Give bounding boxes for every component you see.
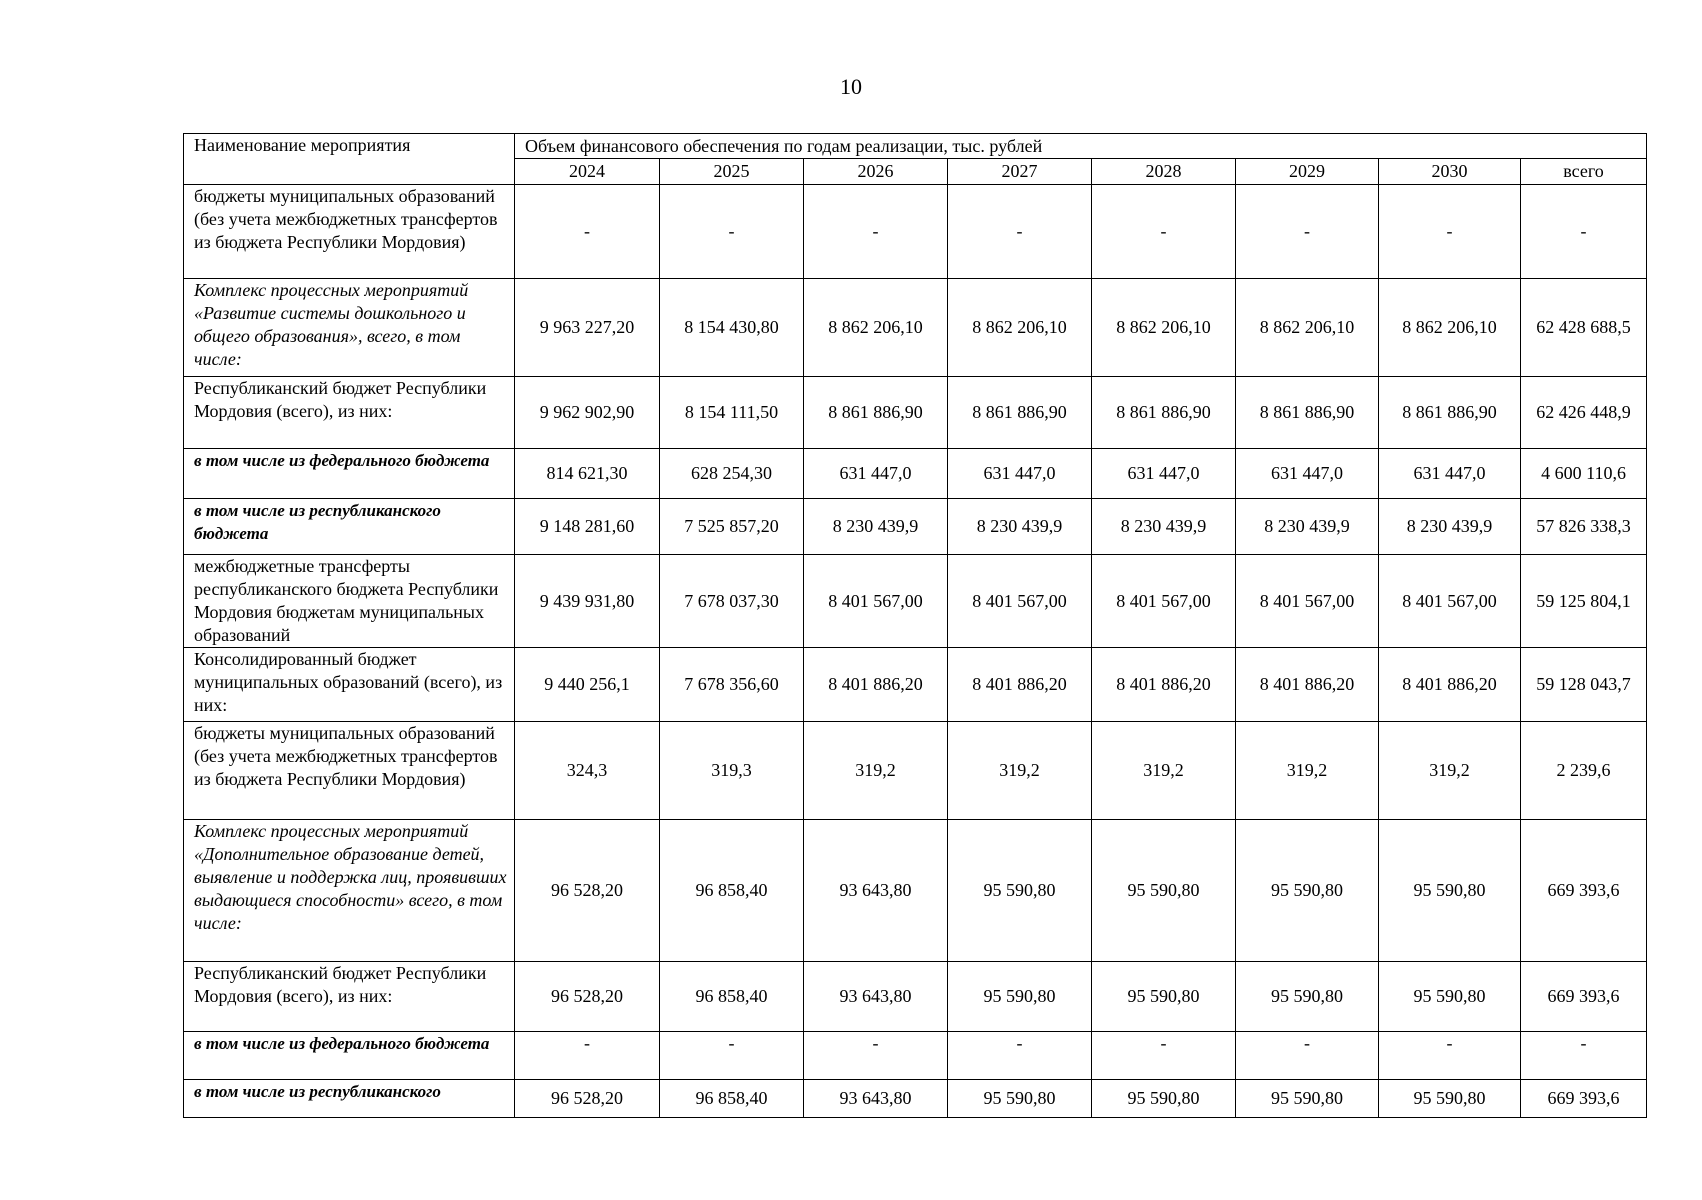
row-value-2026: 93 643,80: [804, 820, 948, 962]
row-name: в том числе из республиканского бюджета: [184, 499, 515, 555]
header-year-2029: 2029: [1236, 159, 1379, 185]
row-value-2030: 95 590,80: [1379, 962, 1521, 1032]
row-value-2029: 95 590,80: [1236, 962, 1379, 1032]
row-value-total: 59 125 804,1: [1521, 555, 1647, 648]
row-value-2028: -: [1092, 1032, 1236, 1080]
row-value-2029: 95 590,80: [1236, 820, 1379, 962]
table-row: [184, 377, 1647, 449]
row-name: в том числе из республиканского: [184, 1080, 515, 1118]
row-value-2030: 8 401 567,00: [1379, 555, 1521, 648]
row-value-2029: 95 590,80: [1236, 1080, 1379, 1118]
row-value-2027: 8 401 567,00: [948, 555, 1092, 648]
row-value-2030: -: [1379, 185, 1521, 279]
row-value-2025: -: [660, 1032, 804, 1080]
row-value-2025: 319,3: [660, 722, 804, 820]
table-row: [184, 722, 1647, 820]
row-value-2027: 631 447,0: [948, 449, 1092, 499]
row-value-2029: 631 447,0: [1236, 449, 1379, 499]
row-value-2027: 95 590,80: [948, 962, 1092, 1032]
row-value-2028: 95 590,80: [1092, 820, 1236, 962]
row-name: Комплекс процессных мероприятий «Развитие системы дошкольного и общего образования», всего, в том числе:: [184, 279, 515, 377]
row-value-total: 57 826 338,3: [1521, 499, 1647, 555]
row-name: в том числе из федерального бюджета: [184, 1032, 515, 1080]
row-value-2027: 8 401 886,20: [948, 648, 1092, 722]
row-value-2030: 319,2: [1379, 722, 1521, 820]
row-value-2025: 8 154 430,80: [660, 279, 804, 377]
row-value-2025: 7 525 857,20: [660, 499, 804, 555]
row-value-2026: 631 447,0: [804, 449, 948, 499]
row-value-2028: 8 862 206,10: [1092, 279, 1236, 377]
row-value-2028: 631 447,0: [1092, 449, 1236, 499]
row-value-2028: 95 590,80: [1092, 962, 1236, 1032]
table-body: [184, 185, 1647, 1118]
row-value-2027: 95 590,80: [948, 820, 1092, 962]
row-value-2025: 7 678 037,30: [660, 555, 804, 648]
row-value-2024: 9 439 931,80: [515, 555, 660, 648]
header-name-column: Наименование мероприятия: [184, 134, 515, 185]
row-value-2025: 7 678 356,60: [660, 648, 804, 722]
header-year-2025: 2025: [660, 159, 804, 185]
row-value-2024: -: [515, 185, 660, 279]
row-value-2029: -: [1236, 1032, 1379, 1080]
row-value-total: 669 393,6: [1521, 1080, 1647, 1118]
row-name: Консолидированный бюджет муниципальных образований (всего), из них:: [184, 648, 515, 722]
row-name: Республиканский бюджет Республики Мордовия (всего), из них:: [184, 962, 515, 1032]
row-value-2027: 8 862 206,10: [948, 279, 1092, 377]
row-value-2027: 319,2: [948, 722, 1092, 820]
table-row: [184, 499, 1647, 555]
row-value-2028: 8 401 567,00: [1092, 555, 1236, 648]
row-value-2025: -: [660, 185, 804, 279]
row-value-2026: 8 401 886,20: [804, 648, 948, 722]
table-row: [184, 820, 1647, 962]
row-value-2025: 628 254,30: [660, 449, 804, 499]
row-value-2026: -: [804, 1032, 948, 1080]
row-value-2029: 8 230 439,9: [1236, 499, 1379, 555]
row-value-2024: -: [515, 1032, 660, 1080]
row-name: бюджеты муниципальных образований (без учета межбюджетных трансфертов из бюджета Республики Мордовия): [184, 722, 515, 820]
table-row: [184, 1032, 1647, 1080]
row-value-total: 59 128 043,7: [1521, 648, 1647, 722]
row-value-total: 669 393,6: [1521, 820, 1647, 962]
row-name: Комплекс процессных мероприятий «Дополнительное образование детей, выявление и поддержка лиц, проявивших выдающиеся способности» всего, в том числе:: [184, 820, 515, 962]
row-value-total: 4 600 110,6: [1521, 449, 1647, 499]
row-value-total: 2 239,6: [1521, 722, 1647, 820]
row-value-2027: 8 230 439,9: [948, 499, 1092, 555]
row-value-total: -: [1521, 185, 1647, 279]
row-value-2028: 8 861 886,90: [1092, 377, 1236, 449]
header-year-2028: 2028: [1092, 159, 1236, 185]
row-value-2024: 9 148 281,60: [515, 499, 660, 555]
row-value-2030: 95 590,80: [1379, 820, 1521, 962]
row-value-2028: 8 401 886,20: [1092, 648, 1236, 722]
row-value-2026: 8 862 206,10: [804, 279, 948, 377]
row-name: в том числе из федерального бюджета: [184, 449, 515, 499]
row-value-2029: 8 862 206,10: [1236, 279, 1379, 377]
row-value-2024: 814 621,30: [515, 449, 660, 499]
row-value-2026: 8 861 886,90: [804, 377, 948, 449]
table-row: [184, 1080, 1647, 1118]
row-value-2024: 9 962 902,90: [515, 377, 660, 449]
row-value-2029: 319,2: [1236, 722, 1379, 820]
row-value-2030: 8 230 439,9: [1379, 499, 1521, 555]
row-value-2025: 96 858,40: [660, 1080, 804, 1118]
row-value-2024: 96 528,20: [515, 820, 660, 962]
row-name: бюджеты муниципальных образований (без учета межбюджетных трансфертов из бюджета Республики Мордовия): [184, 185, 515, 279]
table-row: [184, 279, 1647, 377]
row-value-2028: 95 590,80: [1092, 1080, 1236, 1118]
row-value-2026: 319,2: [804, 722, 948, 820]
row-value-2026: 8 401 567,00: [804, 555, 948, 648]
row-value-2030: 8 401 886,20: [1379, 648, 1521, 722]
header-year-2027: 2027: [948, 159, 1092, 185]
table-row: [184, 449, 1647, 499]
row-value-2025: 8 154 111,50: [660, 377, 804, 449]
row-value-2026: 93 643,80: [804, 962, 948, 1032]
row-value-2024: 96 528,20: [515, 962, 660, 1032]
row-value-2027: -: [948, 1032, 1092, 1080]
row-value-total: 62 428 688,5: [1521, 279, 1647, 377]
row-value-2029: 8 401 886,20: [1236, 648, 1379, 722]
row-value-2027: 8 861 886,90: [948, 377, 1092, 449]
row-name: Республиканский бюджет Республики Мордовия (всего), из них:: [184, 377, 515, 449]
header-year-2026: 2026: [804, 159, 948, 185]
table-row: [184, 962, 1647, 1032]
financing-table: [183, 133, 1647, 1118]
row-value-2029: 8 861 886,90: [1236, 377, 1379, 449]
row-value-2026: -: [804, 185, 948, 279]
row-value-2029: 8 401 567,00: [1236, 555, 1379, 648]
row-value-2026: 93 643,80: [804, 1080, 948, 1118]
table-row: [184, 185, 1647, 279]
row-value-2027: 95 590,80: [948, 1080, 1092, 1118]
row-value-2030: 8 862 206,10: [1379, 279, 1521, 377]
row-value-total: 669 393,6: [1521, 962, 1647, 1032]
row-value-total: 62 426 448,9: [1521, 377, 1647, 449]
row-name: межбюджетные трансферты республиканского бюджета Республики Мордовия бюджетам муниципальных образований: [184, 555, 515, 648]
row-value-2030: 8 861 886,90: [1379, 377, 1521, 449]
row-value-2028: 319,2: [1092, 722, 1236, 820]
header-year-2024: 2024: [515, 159, 660, 185]
header-total: всего: [1521, 159, 1647, 185]
page-number: 10: [840, 74, 862, 99]
row-value-2030: 95 590,80: [1379, 1080, 1521, 1118]
row-value-2024: 324,3: [515, 722, 660, 820]
row-value-2030: 631 447,0: [1379, 449, 1521, 499]
table-row: [184, 555, 1647, 648]
row-value-2025: 96 858,40: [660, 962, 804, 1032]
row-value-2024: 96 528,20: [515, 1080, 660, 1118]
row-value-2026: 8 230 439,9: [804, 499, 948, 555]
row-value-2029: -: [1236, 185, 1379, 279]
row-value-2028: -: [1092, 185, 1236, 279]
row-value-2024: 9 963 227,20: [515, 279, 660, 377]
header-year-2030: 2030: [1379, 159, 1521, 185]
row-value-2025: 96 858,40: [660, 820, 804, 962]
row-value-2028: 8 230 439,9: [1092, 499, 1236, 555]
header-financing-group: Объем финансового обеспечения по годам реализации, тыс. рублей: [515, 134, 1647, 159]
row-value-2024: 9 440 256,1: [515, 648, 660, 722]
row-value-2030: -: [1379, 1032, 1521, 1080]
table-row: [184, 648, 1647, 722]
row-value-2027: -: [948, 185, 1092, 279]
row-value-total: -: [1521, 1032, 1647, 1080]
